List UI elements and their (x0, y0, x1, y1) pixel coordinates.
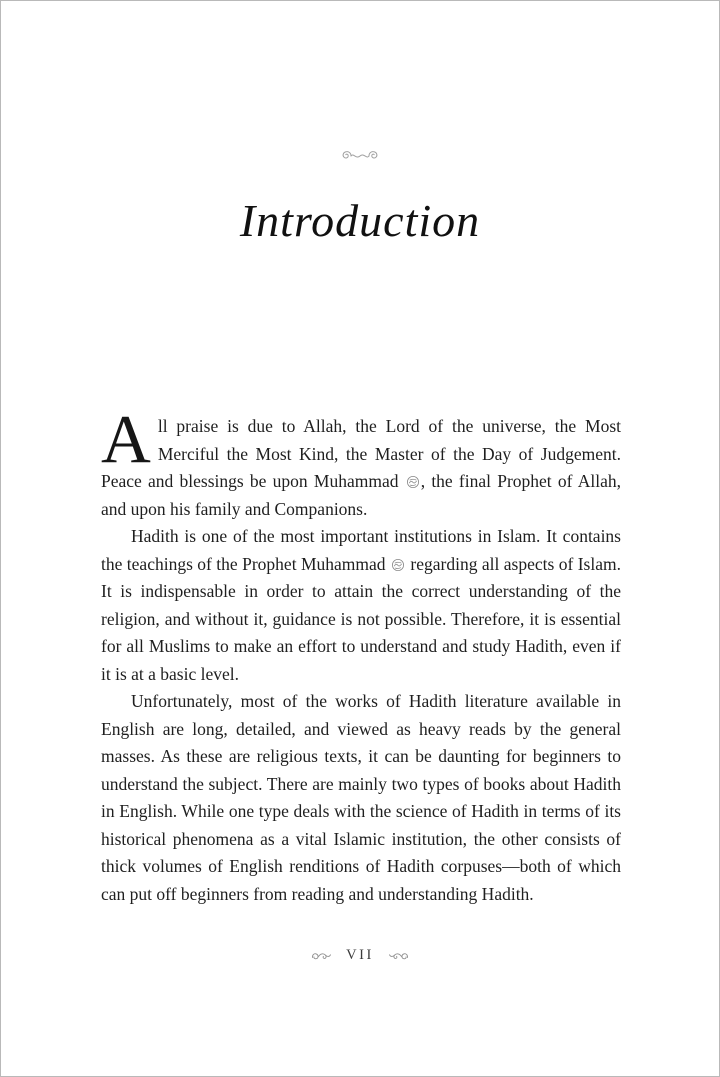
body-text (101, 401, 621, 908)
footer-pagination (1, 947, 719, 964)
paragraph (101, 523, 621, 688)
sallallahu-alayhi-wasallam-icon (391, 558, 405, 572)
paragraph-text: ll praise is due to Allah, the Lord of the universe, the Most Merciful the Most Kind, the Master of the Day of Judgement. Peace and blessings be upon Muhammad , the final Prophet of Allah, and upon his family and Companions. (101, 416, 621, 519)
footer-ornament-left-icon (309, 949, 333, 963)
chapter-title: Introduction (239, 195, 481, 246)
paragraph-text: Unfortunately, most of the works of Hadith literature available in English are long, detailed, and viewed as heavy reads by the general masses. As these are religious texts, it can be daunting for beginners to understand the subject. There are mainly two types of books about Hadith in English. While one type deals with the science of Hadith in terms of its historical phenomena as a vital Islamic institution, the other consists of thick volumes of English renditions of Hadith corpuses—both of which can put off beginners from reading and understanding Hadith. (101, 691, 621, 904)
header-flourish-icon (337, 148, 383, 164)
footer-ornament-right-icon (387, 949, 411, 963)
sallallahu-alayhi-wasallam-icon (406, 475, 420, 489)
paragraph (101, 401, 621, 523)
paragraph-text: Hadith is one of the most important institutions in Islam. It contains the teachings of the Prophet Muhammad regarding all aspects of Islam. It is indispensable in order to attain the correct understanding of the religion, and without it, guidance is not possible. Therefore, it is essential for all Muslims to make an effort to understand and study Hadith, even if it is at a basic level. (101, 526, 621, 684)
drop-cap: A (101, 401, 151, 477)
paragraph (101, 688, 621, 908)
page-number: VII (346, 947, 374, 963)
